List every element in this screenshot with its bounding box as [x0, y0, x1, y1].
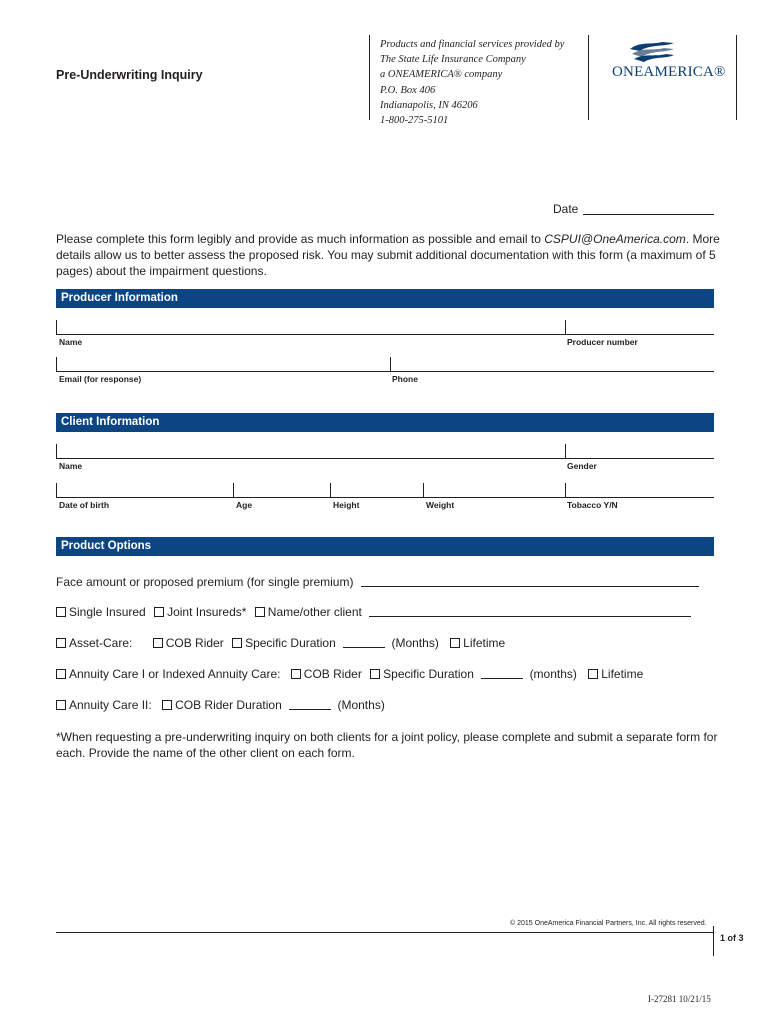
producer-phone-label: Phone	[392, 374, 418, 384]
footer-divider	[713, 926, 714, 956]
lifetime-label: Lifetime	[463, 636, 506, 650]
lifetime-label: Lifetime	[601, 667, 644, 681]
annuity-care-2-label: Annuity Care II:	[69, 698, 152, 712]
form-code: I-27281 10/21/15	[648, 994, 711, 1004]
asset-care-duration-field[interactable]	[343, 637, 385, 648]
field-divider	[423, 483, 424, 497]
single-insured-label: Single Insured	[69, 605, 146, 619]
annuity-care-1-specific-duration-checkbox[interactable]	[370, 669, 380, 679]
footer-rule	[56, 932, 714, 933]
annuity-care-2-cob-rider-duration-checkbox[interactable]	[162, 700, 172, 710]
producer-email-label: Email (for response)	[59, 374, 142, 384]
company-line: 1-800-275-5101	[380, 115, 449, 127]
header-divider-right	[736, 35, 737, 120]
cob-rider-label: COB Rider	[165, 636, 224, 650]
annuity-care-1-lifetime-checkbox[interactable]	[588, 669, 598, 679]
client-dob-label: Date of birth	[59, 500, 110, 510]
specific-duration-label: Specific Duration	[245, 636, 336, 650]
name-other-client-checkbox[interactable]	[255, 607, 265, 617]
header-divider-middle	[588, 35, 589, 120]
client-name-field[interactable]	[56, 458, 714, 459]
annuity-care-1-checkbox[interactable]	[56, 669, 66, 679]
producer-number-label: Producer number	[567, 337, 638, 347]
annuity-care-2-duration-field[interactable]	[289, 699, 331, 710]
producer-name-label: Name	[59, 337, 83, 347]
face-amount-label: Face amount or proposed premium (for single premium)	[56, 575, 354, 589]
face-amount-row	[56, 575, 699, 589]
section-header-product: Product Options	[56, 537, 714, 556]
single-insured-checkbox[interactable]	[56, 607, 66, 617]
specific-duration-label: Specific Duration	[383, 667, 474, 681]
annuity-care-1-row	[56, 667, 643, 681]
months-label: (Months)	[391, 636, 439, 650]
cob-rider-duration-label: COB Rider Duration	[175, 698, 282, 712]
field-divider	[565, 483, 566, 497]
oneamerica-logo-text: ONEAMERICA®	[612, 64, 726, 80]
field-divider	[56, 483, 57, 497]
asset-care-label: Asset-Care:	[69, 636, 133, 650]
producer-email-field[interactable]	[56, 371, 714, 372]
intro-text: Please complete this form legibly and provide as much information as possible and email to	[56, 232, 545, 246]
client-height-label: Height	[333, 500, 360, 510]
header-divider-left	[369, 35, 370, 120]
company-line: Indianapolis, IN 46206	[380, 99, 478, 111]
annuity-care-1-duration-field[interactable]	[481, 668, 523, 679]
other-client-name-field[interactable]	[369, 606, 691, 617]
annuity-care-1-cob-rider-checkbox[interactable]	[291, 669, 301, 679]
company-line: The State Life Insurance Company	[380, 54, 526, 66]
asset-care-row	[56, 636, 505, 650]
client-age-label: Age	[236, 500, 253, 510]
oneamerica-flag-logo-icon	[628, 41, 676, 63]
intro-paragraph	[56, 231, 726, 279]
joint-policy-note: *When requesting a pre-underwriting inquiry on both clients for a joint policy, please complete and submit a separate form for each. Provide the name of the other client on each form.	[56, 730, 718, 760]
asset-care-checkbox[interactable]	[56, 638, 66, 648]
company-line: a ONEAMERICA® company	[380, 69, 503, 81]
asset-care-specific-duration-checkbox[interactable]	[232, 638, 242, 648]
name-other-client-label: Name/other client	[267, 605, 362, 619]
months-label: (Months)	[337, 698, 385, 712]
intro-text-continued: . More details allow us to better assess the proposed risk. You may submit additional documentation with this form (a maximum of 5 pages) about the impairment questions.	[56, 232, 720, 278]
annuity-care-2-row	[56, 698, 385, 712]
company-line: P.O. Box 406	[380, 84, 436, 96]
asset-care-cob-rider-checkbox[interactable]	[153, 638, 163, 648]
field-divider	[233, 483, 234, 497]
annuity-care-2-checkbox[interactable]	[56, 700, 66, 710]
section-header-producer: Producer Information	[56, 289, 714, 308]
field-divider	[565, 320, 566, 334]
field-divider	[56, 444, 57, 458]
joint-insureds-label: Joint Insureds*	[167, 605, 247, 619]
field-divider	[56, 320, 57, 334]
field-divider	[56, 357, 57, 371]
date-field[interactable]	[583, 214, 714, 215]
date-label: Date	[553, 202, 579, 216]
client-name-label: Name	[59, 461, 83, 471]
joint-insureds-checkbox[interactable]	[154, 607, 164, 617]
producer-name-field[interactable]	[56, 334, 714, 335]
cob-rider-label: COB Rider	[303, 667, 362, 681]
months-label: (months)	[529, 667, 577, 681]
field-divider	[565, 444, 566, 458]
field-divider	[390, 357, 391, 371]
field-divider	[330, 483, 331, 497]
insured-type-row	[56, 605, 691, 619]
client-weight-label: Weight	[426, 500, 455, 510]
contact-email: CSPUI@OneAmerica.com	[544, 232, 686, 246]
annuity-care-1-label: Annuity Care I or Indexed Annuity Care:	[69, 667, 281, 681]
form-title: Pre-Underwriting Inquiry	[56, 68, 203, 82]
company-line: Products and financial services provided by	[380, 39, 565, 50]
copyright-text: © 2015 OneAmerica Financial Partners, Inc. All rights reserved.	[510, 920, 707, 927]
company-address-block	[380, 37, 564, 128]
client-tobacco-label: Tobacco Y/N	[567, 500, 618, 510]
page-number: 1 of 3	[720, 933, 744, 943]
client-gender-label: Gender	[567, 461, 597, 471]
face-amount-field[interactable]	[361, 576, 699, 587]
client-details-field[interactable]	[56, 497, 714, 498]
asset-care-lifetime-checkbox[interactable]	[450, 638, 460, 648]
section-header-client: Client Information	[56, 413, 714, 432]
